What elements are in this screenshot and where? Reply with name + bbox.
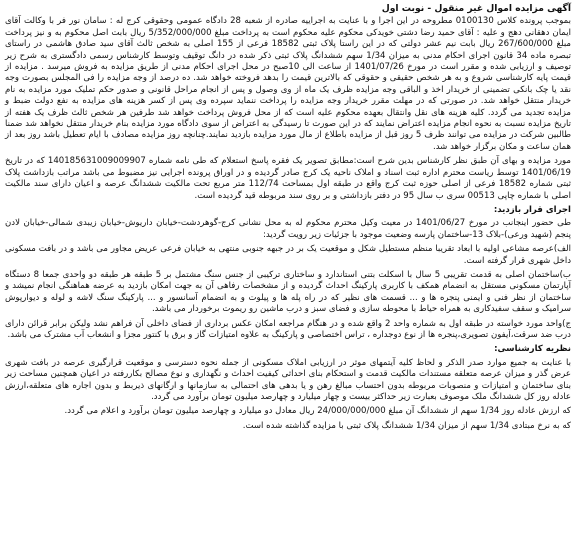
building-description-paragraph: ب)ساختمان اصلی به قدمت تقریبی 5 سال با اسکلت بتنی استاندارد و ساختاری ترکیبی از جنس سنگ مشتمل بر 5 طبقه هر طبقه دو واحدی جمعا 8 دستگاه آپارتمان مسکونی مستقل به انضمام همکف با کاربری پارکینگ احداث گردیده و از مشخصات رفاهی آن به جهت امکان بازدید به عرضه هماهنگی انجام نمیشد و ساختمان از نظر فنی و ایمنی پنجره ها و ... قسمت های نظیر که در راه پله ها و پیلوت و به انضمام آسانسور و ... پارکینگ سنگ لاشه و لوله و دیوارپوش سرامیک و سقف سفیدکاری به همراه حیاط با محوطه سازی و فضای سبز و درب ماشین رو ریموت برخوردار می باشد. <box>5 269 571 315</box>
property-description-paragraph: مورد مزایده و بهای آن طبق نظر کارشناس بدین شرح است:مطابق تصویر یک فقره پاسخ استعلام که طی نامه شماره 140185631009009907 که در تاریخ 1401/06/19 توسط ریاست محترم اداره ثبت اسناد و املاک ناحیه یک کرج صادر گردیده و در اوراق پرونده اجرایی نیز مضبوط می باشد مراتب بازداشت پلاک ثبتی شماره 18582 فرعی از اصلی حوزه ثبت کرج واقع در طبقه اول بمساحت 112/74 متر مربع تحت مالکیت ششدانگ عرصه و اعیان دارای سند مالکیت اصلی با شماره چاپی 00513 سری ب سال 95 در دفتر بازداشتی و بر روی سند مربوطه قید گردیده است. <box>5 156 571 201</box>
notice-title: آگهی مزایده اموال غیر منقول - نوبت اول <box>381 3 571 14</box>
unit-description-paragraph: ج)واحد مورد خواسته در طبقه اول به شماره واحد 2 واقع شده و در هنگام مراجعه امکان عکس برداری از فضای داخلی آن فراهم نشد ولیکن برابر قرائن دارای درب ضد سرقت،آیفون تصویری،پنجره ها از نوع دوجداره ، تراس اختصاصی و پارکینگ به علاوه امتیازات گاز و برق با کنتور مجزا و انشعاب آب مشترک می باشد. <box>5 318 572 340</box>
notice-intro-paragraph: بموجب پرونده کلاس 0100130 مطروحه در این اجرا و با عنایت به اجراییه صادره از شعبه 28 دادگاه عمومی وحقوقی کرج له : سامان نور فر با وکالت آقای ایمان دهقانی دهج و علیه : آقای حمید رضا دشتی خویدکی محکوم علیه محکوم است به پرداخت مبلغ 5/352/000/000 ریال بابت اصل محکوم به و نیز پرداخت مبلغ 267/600/000 ریال بابت نیم عشر دولتی که در این راستا پلاک ثبتی 18582 فرعی از 155 اصلی به شخص ثالث آقای سید صادق هاشمی در راستای تبصره ماده 34 قانون اجرای احکام مدنی به میزان 1/34 سهم ششدانگ پلاک ثبتی ذکر شده در دانگ توقیف وتوسط کارشناس رسمی دادگستری به شرح زیر توصیف و ارزیابی شده و مقرر است در مورخ 1401/07/26 از ساعت الی 10صبح در محل اجرای احکام مدنی از طریق مزایده به فروش میرسد . مزایده از قیمت پایه کارشناسی شروع و به هر شخص حقیقی و حقوقی که بالاترین قیمت را بدهد فروخته خواهد شد. ده درصد از وجه مزایده را فی المجلس بصورت وجه نقد یا چک بانکی تضمینی از خریدار اخذ و الباقی وجه مزایده ظرف یک ماه از وی وصول و پس از انجام مراحل قانونی و صدور حکم تملیک مورد مزایده به نام خریدار منتقل خواهد شد. در صورتی که در مهلت مقرر خریدار وجه مزایده را پرداخت ننماید سپرده وی پس از کسر هزینه های مزایده به نفع دولت ضبط و مزایده تجدید می گردد. کلیه هزینه های نقل وانتقال بعهده محکوم علیه است که از محل فروش پرداخت خواهد شد طرفین هر شخص ثالث ظرف یک هفته از تاریخ مزایده نسبت به نحوه انجام مزایده اعتراض نمایند که در این صورت تا رسیدگی به اعتراض از سوی دادگاه مورد مزایده بنام خریدار منتقل نخواهد شد ضمنا طالبین شرکت در مزایده می توانند ظرف 5 روز قبل از مزایده باطلاع از مال مورد مزایده بازدید نمایند.چنانچه روز مزایده مصادف با ایام تعطیل باشد روز بعد از همان ساعت و مکان برگزار خواهد شد. <box>5 16 571 152</box>
expert-opinion-heading: نظریه کارشناسی: <box>494 344 571 355</box>
valuation-paragraph: که ارزش عادله روز 1/34 سهم از ششدانگ آن مبلغ 24/000/000/000 ریال معادل دو میلیارد و چهارصد میلیون تومان برآورد و اعلام می گردد. <box>64 406 571 417</box>
inspection-paragraph: طی حضور اینجانب در مورخ 1401/06/27 در معیت وکیل محترم محکوم له به محل نشانی کرج-گوهردشت-خیابان داریوش-خیابان زیبدی شمالی-خیابان لادن پنجم (شهید ورعی)-بلاک 13-ساختمان پارسه وضعیت موجود با جزئیات زیر رویت گردید: <box>5 218 571 240</box>
expert-opinion-paragraph: با عنایت به جمیع موارد صدر الذکر و لحاظ کلیه آیتمهای موثر در ارزیابی املاک مسکونی از جمله نحوه دسترسی و موقعیت قرارگیری عرصه در بافت شهری عرض گذر و میزان عرصه متعلقه مستندات مالکیت قدمت و استحکام بنای احداثی کیفیت احداث و نگهداری و نوع مصالح بکاررفته در اعیان همچنین مساحت زیر بنای ساختمان و امتیازات و منصوبات مربوطه بدون احتساب مبالغ رهن و یا بدهی های احتمالی به سازمانها و ارگانهای ذیربط و بدون اجاره های متعلقه،ارزش عادله روز کل ششدانگ ملک موصوف بعبارت زیر حداکثر بیست و چهار میلیارد و چهارصد میلیون تومان برآورد می گردد. <box>5 357 571 402</box>
land-description-paragraph: الف)عرصه مشاعی اولیه با ابعاد تقریبا منظم مستطیل شکل و موقعیت یک بر در جبهه جنوبی منتهی به خیابان فرعی عریض مجاور می باشد و در بافت مسکونی داخل شهری قرار گرفته است. <box>5 244 571 266</box>
closing-paragraph: که به نرخ مبتادی 1/34 سهم از میزان 1/34 ششدانگ پلاک ثبتی با مزایده گذاشته شده است. <box>242 420 571 431</box>
inspection-heading: اجرای قرار بازدید: <box>493 204 571 215</box>
